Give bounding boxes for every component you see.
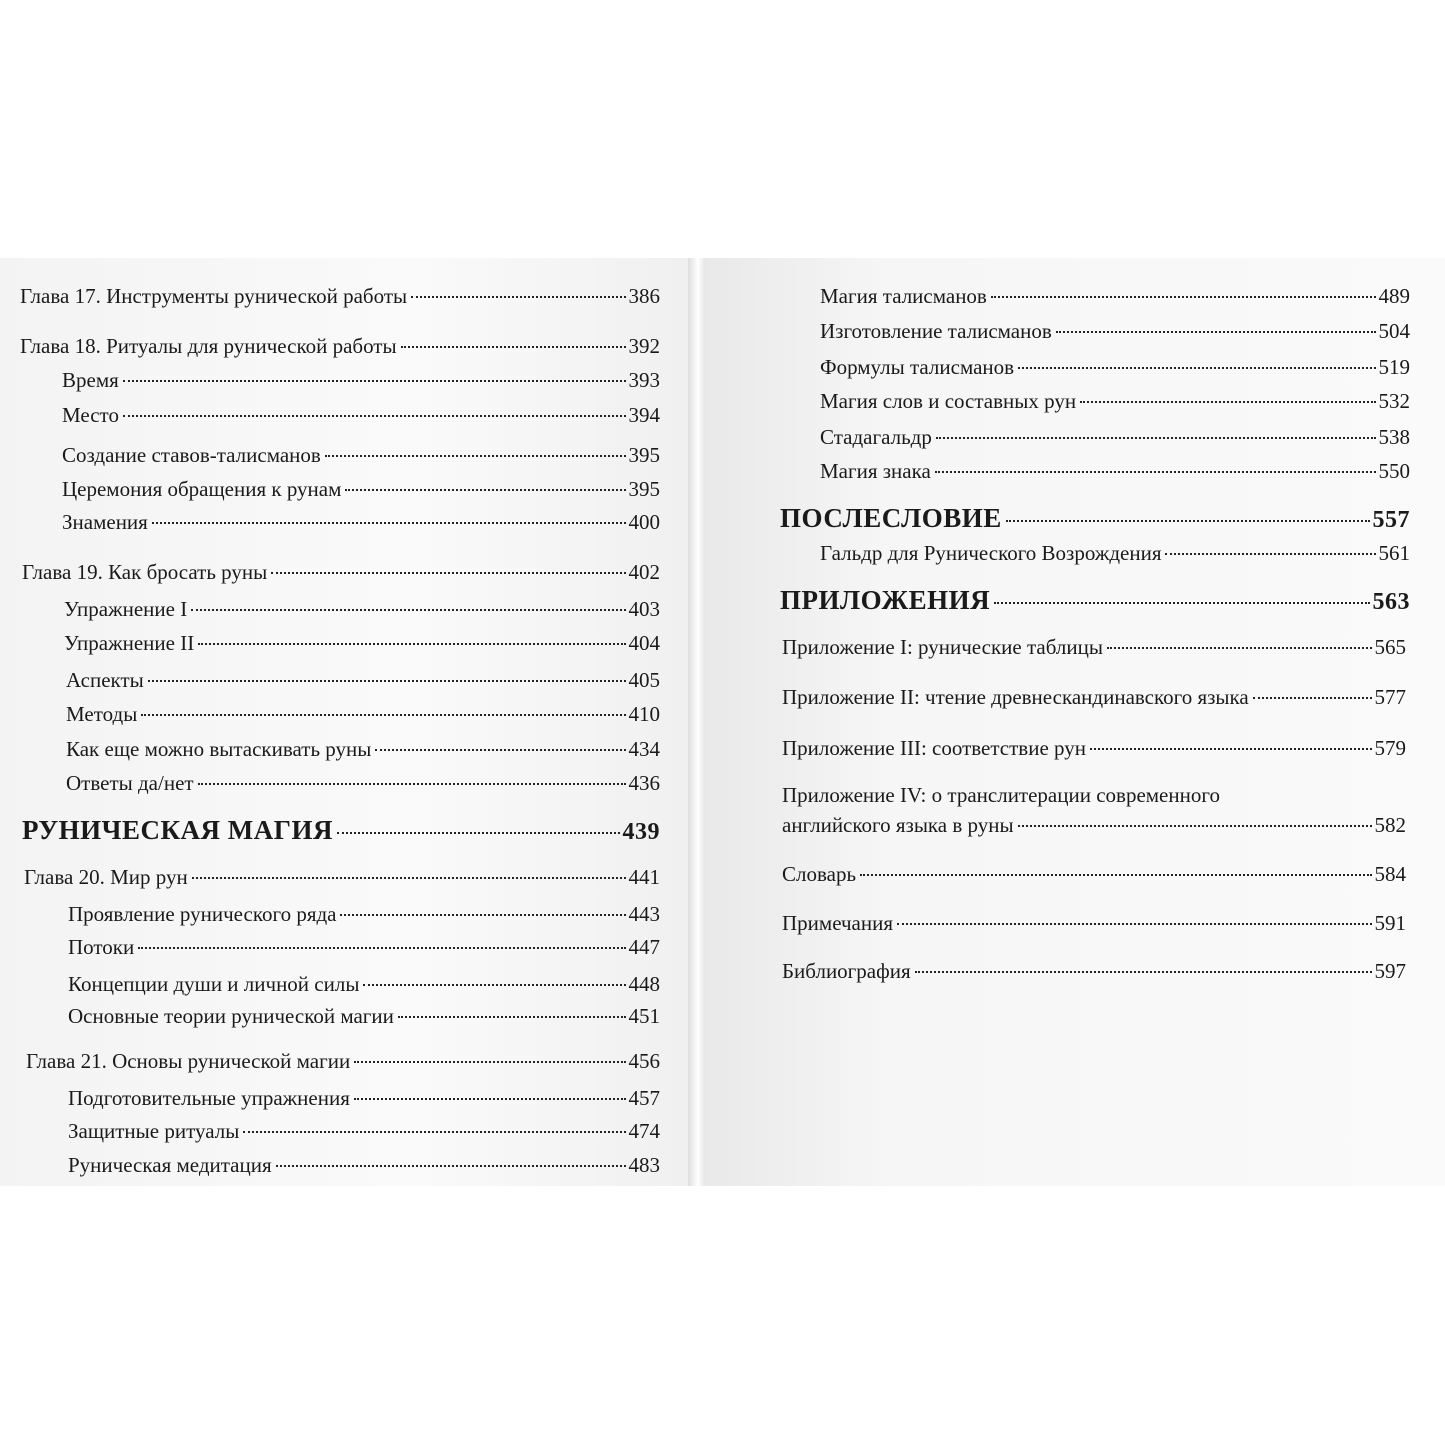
toc-page-number: 439 [622,819,660,845]
toc-entry [782,908,1406,938]
dot-leader [141,714,625,716]
dot-leader [936,437,1376,439]
toc-page-number: 436 [628,771,660,795]
toc-page-number: 456 [628,1049,660,1073]
toc-entry [24,862,660,892]
toc-entry [820,316,1410,346]
toc-page-number: 392 [628,334,660,358]
toc-page-number: 395 [628,477,660,501]
toc-page-number: 577 [1374,685,1406,709]
toc-entry [820,352,1410,382]
toc-title: Подготовительные упражнения [68,1086,350,1110]
toc-title: Глава 21. Основы рунической магии [26,1049,351,1073]
toc-title: английского языка в руны [782,813,1014,837]
toc-page-number: 451 [628,1004,660,1028]
toc-title: Упражнение II [64,631,195,655]
toc-title: Глава 18. Ритуалы для рунической работы [20,334,397,358]
toc-entry [68,1116,660,1146]
toc-title: Руническая медитация [68,1153,272,1177]
toc-title: Магия знака [820,459,931,483]
toc-page-number: 393 [628,368,660,392]
toc-page-number: 402 [628,560,660,584]
dot-leader [148,680,626,682]
toc-entry [20,331,660,361]
dot-leader [411,296,625,298]
toc-entry [782,859,1406,889]
toc-entry [68,1150,660,1180]
toc-page-number: 561 [1378,541,1410,565]
toc-entry [62,365,660,395]
toc-title: Как еще можно вытаскивать руны [66,737,372,761]
toc-title: Проявление рунического ряда [68,902,337,926]
toc-section [780,582,1410,618]
toc-page-number: 457 [628,1086,660,1110]
toc-page-number: 400 [628,510,660,534]
toc-entry [782,956,1406,986]
toc-page-number: 538 [1378,425,1410,449]
dot-leader [198,783,626,785]
toc-page-number: 591 [1374,911,1406,935]
toc-title: Концепции души и личной силы [68,972,360,996]
toc-entry [782,632,1406,662]
toc-page-number: 563 [1372,589,1410,615]
toc-entry [820,281,1410,311]
toc-entry [66,734,660,764]
dot-leader [1056,331,1376,333]
toc-entry [68,1001,660,1031]
toc-title: Потоки [68,935,135,959]
toc-page-number: 410 [628,702,660,726]
toc-entry [62,474,660,504]
toc-title: Защитные ритуалы [68,1119,240,1143]
toc-entry [68,932,660,962]
dot-leader [375,749,625,751]
dot-leader [276,1165,626,1167]
toc-page-number: 519 [1378,355,1410,379]
toc-page-number: 441 [628,865,660,889]
toc-entry [22,557,660,587]
toc-entry [26,1046,660,1076]
dot-leader [860,874,1371,876]
dot-leader [123,380,626,382]
toc-page-number: 483 [628,1153,660,1177]
toc-section [780,500,1410,536]
toc-title: Время [62,368,119,392]
dot-leader [325,455,626,457]
toc-title: Упражнение I [64,597,188,621]
toc-title: Изготовление талисманов [820,319,1052,343]
toc-entry [68,899,660,929]
toc-entry [68,969,660,999]
dot-leader [935,471,1376,473]
dot-leader [1006,520,1370,522]
dot-leader [363,984,625,986]
toc-entry [66,699,660,729]
dot-leader [897,923,1371,925]
toc-page-number: 532 [1378,389,1410,413]
toc-entry [820,456,1410,486]
dot-leader [1165,553,1375,555]
dot-leader [191,609,625,611]
dot-leader [354,1098,626,1100]
toc-title: Глава 19. Как бросать руны [22,560,268,584]
dot-leader [1018,367,1375,369]
toc-page-number: 584 [1374,862,1406,886]
toc-title: Основные теории рунической магии [68,1004,394,1028]
dot-leader [337,832,620,834]
toc-title: Церемония обращения к рунам [62,477,342,501]
toc-entry [64,628,660,658]
dot-leader [198,643,625,645]
dot-leader [138,947,625,949]
dot-leader [243,1131,625,1133]
toc-title-line: Приложение IV: о транслитерации современного [782,783,1220,807]
toc-page-number: 579 [1374,736,1406,760]
toc-page-number: 550 [1378,459,1410,483]
toc-section-title: ПРИЛОЖЕНИЯ [780,585,991,615]
dot-leader [915,971,1372,973]
toc-title: Формулы талисманов [820,355,1015,379]
dot-leader [1253,697,1372,699]
toc-entry [820,538,1410,568]
toc-title: Аспекты [66,668,144,692]
toc-page-number: 557 [1372,507,1410,533]
toc-entry [62,440,660,470]
toc-page-number: 394 [628,403,660,427]
dot-leader [192,877,626,879]
toc-entry [66,665,660,695]
toc-entry [782,810,1406,840]
dot-leader [340,914,625,916]
dot-leader [398,1016,626,1018]
toc-entry [820,422,1410,452]
toc-title: Создание ставов-талисманов [62,443,321,467]
dot-leader [354,1061,625,1063]
toc-page-number: 386 [628,284,660,308]
toc-page-number: 504 [1378,319,1410,343]
toc-page-number: 597 [1374,959,1406,983]
dot-leader [991,296,1376,298]
toc-title: Магия слов и составных рун [820,389,1077,413]
toc-page-number: 405 [628,668,660,692]
dot-leader [1090,748,1372,750]
toc-page-number: 448 [628,972,660,996]
dot-leader [401,346,626,348]
toc-entry [66,768,660,798]
toc-title: Стадагальдр [820,425,932,449]
toc-title: Глава 20. Мир рун [24,865,188,889]
toc-title: Приложение I: рунические таблицы [782,635,1103,659]
toc-entry [782,682,1406,712]
toc-title: Приложение III: соответствие рун [782,736,1086,760]
toc-title: Гальдр для Рунического Возрождения [820,541,1162,565]
toc-page-number: 443 [628,902,660,926]
toc-section [22,812,660,848]
toc-title: Место [62,403,119,427]
toc-title: Ответы да/нет [66,771,194,795]
toc-title: Приложение II: чтение древнескандинавского языка [782,685,1249,709]
toc-title: Знамения [62,510,148,534]
toc-entry [820,386,1410,416]
toc-page-number: 565 [1374,635,1406,659]
toc-entry [20,281,660,311]
toc-section-title: РУНИЧЕСКАЯ МАГИЯ [22,815,333,845]
dot-leader [152,522,626,524]
toc-page-number: 474 [628,1119,660,1143]
toc-page-number: 447 [628,935,660,959]
dot-leader [1107,647,1372,649]
toc-title: Методы [66,702,138,726]
toc-entry [62,400,660,430]
dot-leader [1018,825,1372,827]
toc-section-title: ПОСЛЕСЛОВИЕ [780,503,1002,533]
book-gutter [688,258,706,1186]
toc-entry [68,1083,660,1113]
dot-leader [271,572,625,574]
toc-entry [62,507,660,537]
toc-page-number: 404 [628,631,660,655]
toc-entry [64,594,660,624]
dot-leader [1080,401,1375,403]
toc-title: Словарь [782,862,857,886]
toc-title: Библиография [782,959,911,983]
toc-title: Примечания [782,911,894,935]
toc-page-number: 489 [1378,284,1410,308]
dot-leader [994,602,1369,604]
toc-title: Магия талисманов [820,284,987,308]
toc-page-number: 395 [628,443,660,467]
toc-title: Глава 17. Инструменты рунической работы [20,284,408,308]
toc-entry [782,733,1406,763]
toc-page-number: 434 [628,737,660,761]
dot-leader [345,489,625,491]
toc-page-number: 403 [628,597,660,621]
dot-leader [123,415,626,417]
toc-page-number: 582 [1374,813,1406,837]
